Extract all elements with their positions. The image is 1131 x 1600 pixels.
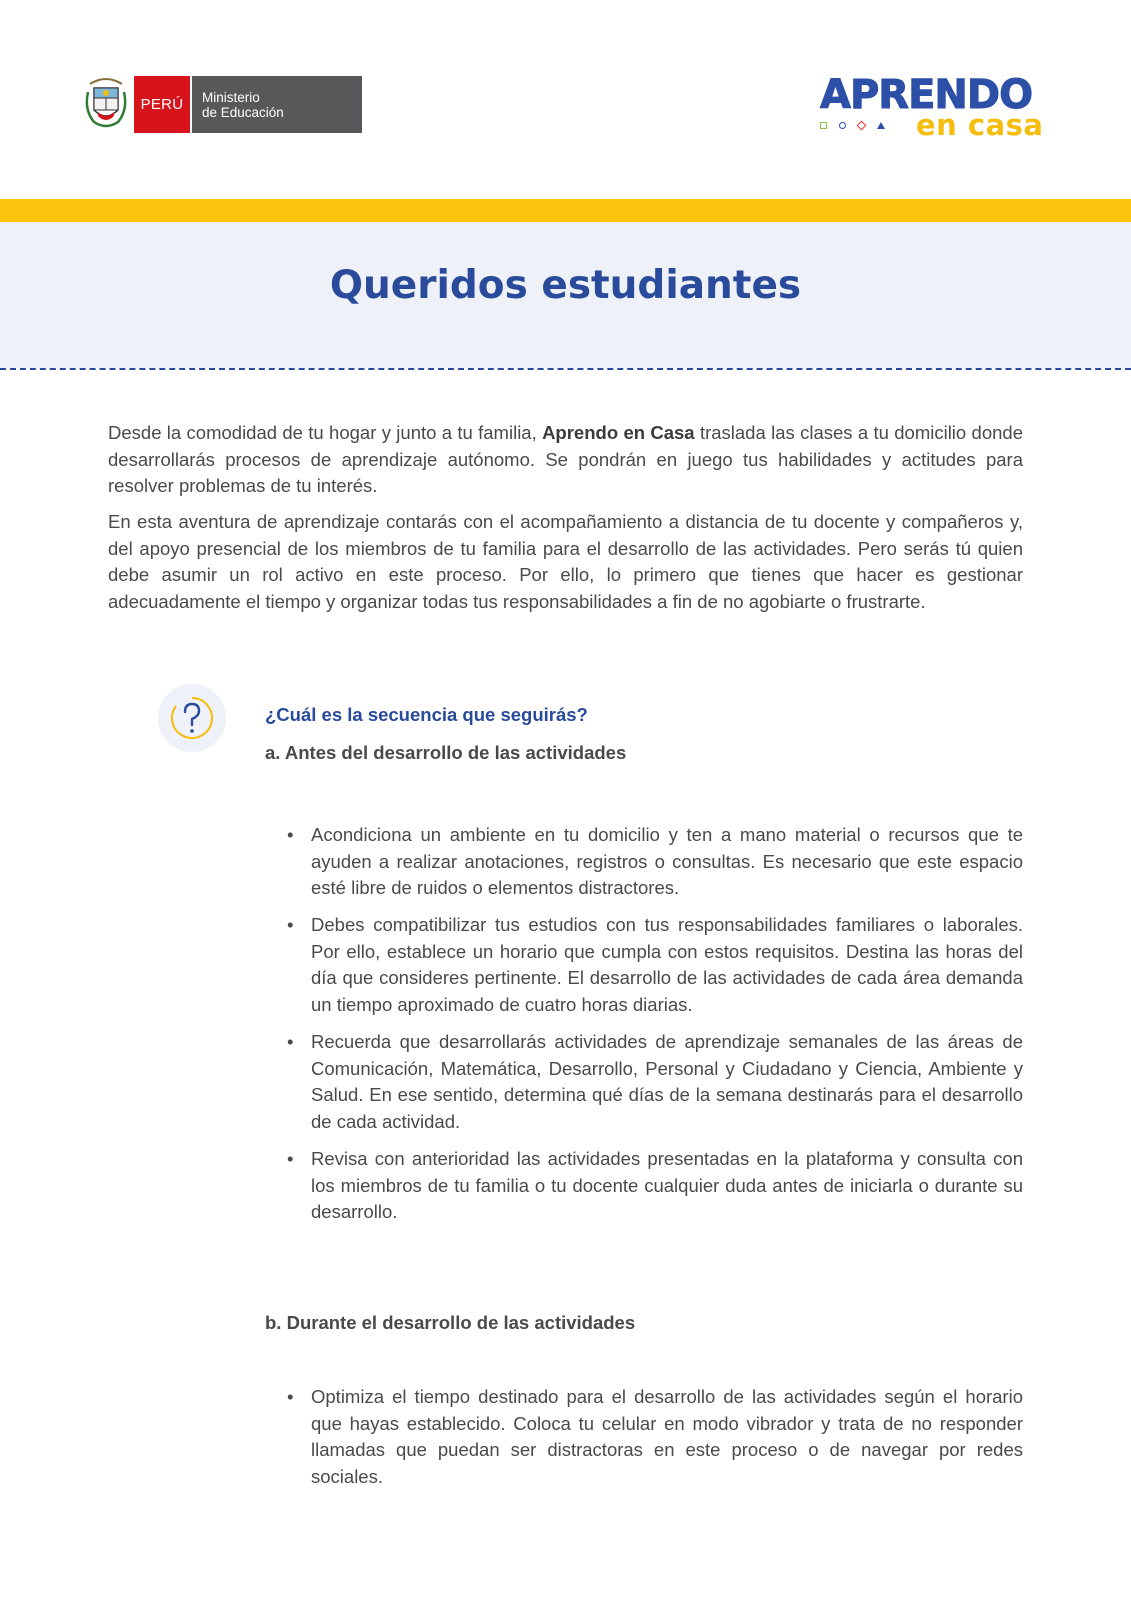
intro-paragraph-2: En esta aventura de aprendizaje contarás con el acompañamiento a distancia de tu docente y compañeros y, del apoyo presencial de los miembros de tu familia para el desarrollo de las actividades. Pero serás tú quien debe asumir un rol activo en este proceso. Por ello, lo primero que tienes que hacer es gestionar adecuadamente el tiempo y organizar todas tus responsabilidades a fin de no agobiarte o frustrarte. — [108, 511, 1023, 612]
circle-icon — [839, 122, 846, 129]
list-item-text: Recuerda que desarrollarás actividades de aprendizaje semanales de las áreas de Comunicación, Matemática, Desarrollo, Personal y Ciudadano y Ciencia, Ambiente y Salud. En ese sentido, determina qué días de la semana destinarás para el desarrollo de cada actividad. — [311, 1031, 1023, 1132]
coat-of-arms-icon — [84, 76, 128, 133]
brand-shapes — [820, 122, 885, 129]
intro-paragraph-1 — [108, 420, 1023, 500]
yellow-bar — [0, 199, 1131, 222]
page-title: Queridos estudiantes — [329, 263, 802, 308]
list-item-text: Revisa con anterioridad las actividades presentadas en la plataforma y consulta con los miembros de tu familia o tu docente cualquier duda antes de iniciarla o durante su desarrollo. — [311, 1148, 1023, 1223]
list-item-text: Acondiciona un ambiente en tu domicilio y ten a mano material o recursos que te ayuden a realizar anotaciones, registros o consultas. Es necesario que este espacio esté libre de ruidos o elementos distractores. — [311, 824, 1023, 899]
peru-label: PERÚ — [134, 76, 190, 133]
bullet-icon: • — [287, 1148, 294, 1170]
help-badge — [158, 684, 226, 752]
brand-word-en-casa: en casa — [916, 108, 1044, 142]
aprendo-en-casa-logo — [820, 72, 1050, 144]
list-item — [286, 1029, 1023, 1135]
intro-text-1a: Desde la comodidad de tu hogar y junto a tu familia, — [108, 422, 543, 443]
triangle-icon — [877, 122, 885, 129]
intro-bold-brand: Aprendo en Casa — [542, 422, 695, 443]
bullet-icon: • — [287, 1386, 294, 1407]
intro-text-1b: traslada las clases a tu domicilio donde desarrollarás procesos de aprendizaje autónomo. Se pondrán en juego tus habilidades y actitudes para resolver problemas de tu interés. — [108, 422, 1023, 497]
minedu-logo — [84, 76, 362, 133]
list-item — [286, 912, 1023, 1018]
list-item — [286, 1384, 1023, 1490]
ministry-line-1: Ministerio — [202, 89, 260, 105]
ministry-line-2: de Educación — [202, 104, 284, 120]
section-b-title: b. Durante el desarrollo de las actividades — [265, 1312, 636, 1333]
square-icon — [820, 122, 827, 129]
question-mark-icon — [158, 684, 226, 752]
diamond-icon — [857, 121, 867, 131]
bullet-icon: • — [287, 914, 294, 936]
bullet-icon: • — [287, 1031, 294, 1053]
dashed-divider — [0, 368, 1131, 370]
list-item — [286, 1146, 1023, 1226]
list-item — [286, 822, 1023, 902]
list-item-text: Debes compatibilizar tus estudios con tus responsabilidades familiares o laborales. Por ello, establece un horario que cumpla con estos requisitos. Destina las horas del día que consideres pertinente. El desarrollo de las actividades de cada área demanda un tiempo aproximado de cuatro horas diarias. — [311, 914, 1023, 1016]
section-b-list — [286, 1384, 1023, 1501]
sequence-question: ¿Cuál es la secuencia que seguirás? — [265, 704, 588, 725]
list-item-text: Optimiza el tiempo destinado para el desarrollo de las actividades según el horario que hayas establecido. Coloca tu celular en modo vibrador y trata de no responder llamadas que puedan ser distractoras en este proceso o de navegar por redes sociales. — [311, 1386, 1023, 1487]
section-a-title: a. Antes del desarrollo de las actividades — [265, 742, 627, 763]
brand-word-aprendo: APRENDO — [820, 72, 1033, 118]
section-a-list — [286, 822, 1023, 1236]
ministry-label — [192, 76, 362, 133]
bullet-icon: • — [287, 824, 294, 845]
